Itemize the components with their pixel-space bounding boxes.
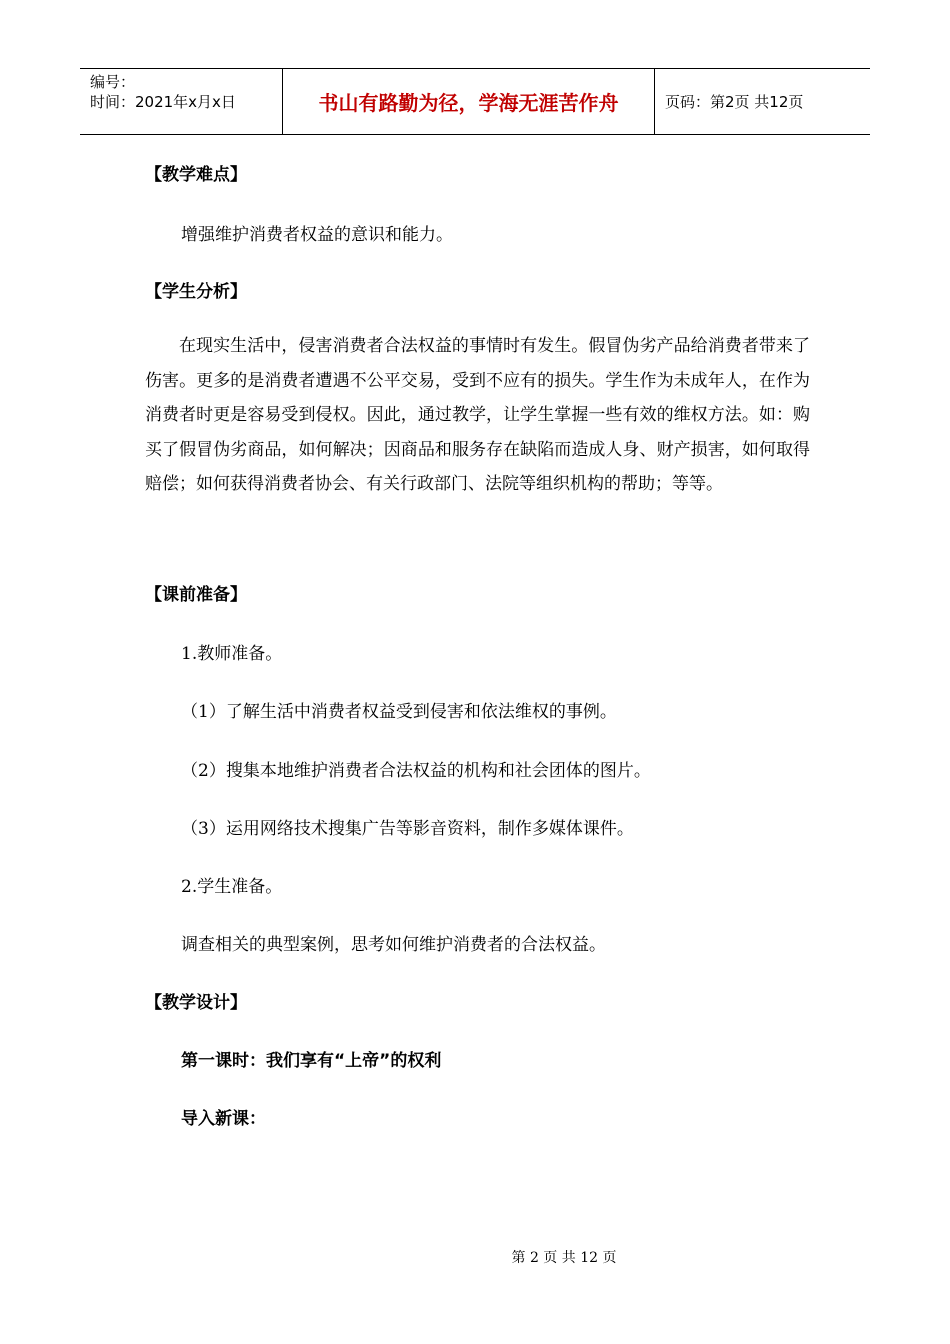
difficulty-text: 增强维护消费者权益的意识和能力。 [181,225,453,245]
student-prep-text: 调查相关的典型案例，思考如何维护消费者的合法权益。 [181,935,606,955]
header-motto-cell [282,69,655,134]
prep-item-2: （2）搜集本地维护消费者合法权益的机构和社会团体的图片。 [181,761,651,781]
analysis-heading: 【学生分析】 [145,282,247,302]
header-meta-cell [80,69,282,134]
difficulty-heading: 【教学难点】 [145,165,247,185]
document-number-label: 编号： [90,73,136,91]
design-heading: 【教学设计】 [145,993,247,1013]
document-time-label: 时间：2021年x月x日 [90,93,236,111]
student-prep: 2.学生准备。 [181,877,283,897]
prep-heading: 【课前准备】 [145,585,247,605]
prep-item-1: （1）了解生活中消费者权益受到侵害和依法维权的事例。 [181,702,617,722]
header-page-number: 页码：第2页 共12页 [665,93,804,111]
intro-label: 导入新课： [181,1109,266,1129]
page-header [80,68,870,135]
teacher-prep: 1.教师准备。 [181,644,283,664]
lesson-one-title: 第一课时：我们享有“上帝”的权利 [181,1051,442,1071]
footer-page-number: 第 2 页 共 12 页 [511,1250,617,1266]
analysis-paragraph: 在现实生活中，侵害消费者合法权益的事情时有发生。假冒伪劣产品给消费者带来了伤害。更多的是消费者遭遇不公平交易，受到不应有的损失。学生作为未成年人，在作为消费者时更是容易受到侵权。因此，通过教学，让学生掌握一些有效的维权方法。如：购买了假冒伪劣商品，如何解决；因商品和服务存在缺陷而造成人身、财产损害，如何取得赔偿；如何获得消费者协会、有关行政部门、法院等组织机构的帮助；等等。 [145,336,810,494]
header-motto: 书山有路勤为径，学海无涯苦作舟 [318,91,619,115]
header-page-cell [655,69,870,134]
prep-item-3: （3）运用网络技术搜集广告等影音资料，制作多媒体课件。 [181,819,634,839]
page-footer [0,1247,950,1267]
